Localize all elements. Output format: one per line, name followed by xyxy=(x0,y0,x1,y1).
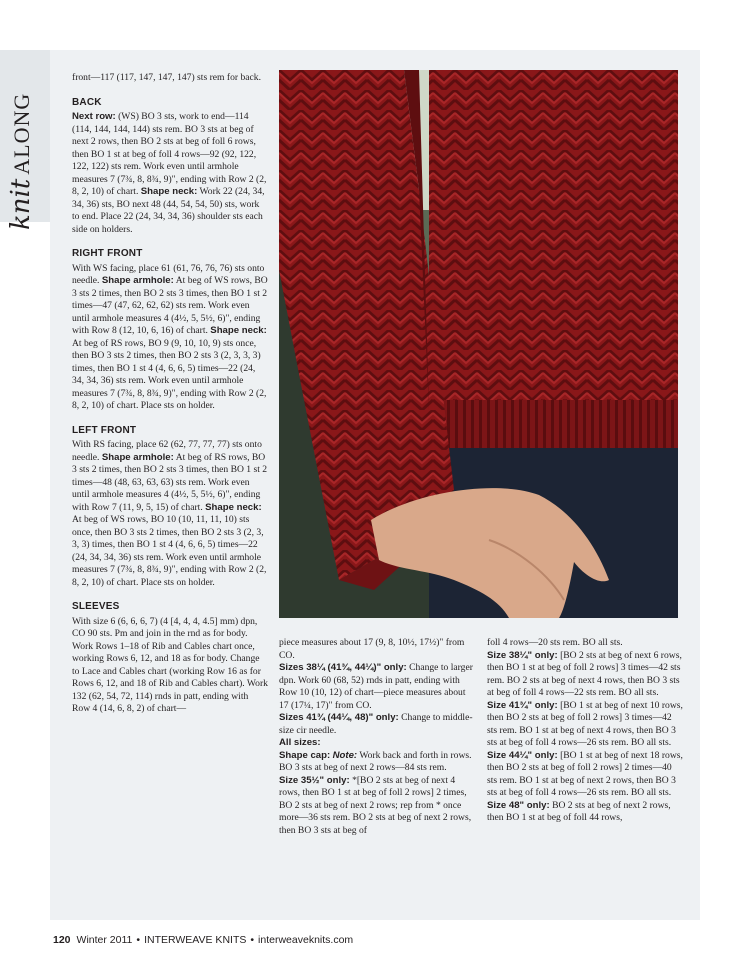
col2-paragraph-4 xyxy=(279,737,475,750)
col2-text-6: *[BO 2 sts at beg of next 4 rows, then BO 1 st at beg of foll 2 rows] 2 times, BO 2 sts at beg of next 2 rows; rep from * once more—36 sts rem. BO 2 sts at beg of next 2 rows, then BO 3 sts at beg of xyxy=(279,774,472,836)
left-front-text-1: With RS facing, place 62 (62, 77, 77, 77) sts onto needle. xyxy=(72,439,262,463)
knit-along-label xyxy=(6,93,36,230)
left-front-armhole-label: Shape armhole: xyxy=(101,451,174,463)
text-column-1 xyxy=(72,72,268,716)
col2-label-3: Sizes 41¾ (44¼, 48)" only: xyxy=(279,712,399,723)
footer-bullet-1: • xyxy=(136,934,141,946)
col3-label-3: Size 41¾" only: xyxy=(487,699,558,711)
left-front-text-3: At beg of WS rows, BO 10 (10, 11, 11, 10) sts once, then BO 3 sts 2 times, then BO 2 sts 3 (2, 3, 3, 3) times, then BO 1 st 4 (4, 6, 6, 5) times—22 (24, 34, 34, 36) sts rem. Work even until armhole measures 7 (7¾, 8, 8¾, 9)", ending with Row 2 (2, 8, 2, 10) of chart. Place sts on holder. xyxy=(72,514,267,588)
col3-paragraph-1: foll 4 rows—20 sts rem. BO all sts. xyxy=(487,637,623,648)
magazine-name: INTERWEAVE KNITS xyxy=(144,934,247,946)
col2-label-6: Size 35½" only: xyxy=(279,774,350,786)
col3-text-4: [BO 1 st at beg of next 18 rows, then BO 2 sts at beg of foll 2 rows] 2 times—40 sts rem. BO 1 st at beg of next 2 rows, then BO 3 sts at beg of foll 4 rows—26 sts rem. BO all sts. xyxy=(487,749,683,798)
page-number: 120 xyxy=(53,934,71,946)
page-footer xyxy=(53,934,353,946)
col3-text-5: BO 2 sts at beg of next 2 rows, then BO 1 st at beg of foll 44 rows, xyxy=(487,799,671,823)
col2-paragraph-1: piece measures about 17 (9, 8, 10½, 17½)" from CO. xyxy=(279,637,465,661)
back-text: (WS) BO 3 sts, work to end—114 (114, 144, 144, 144) sts rem. BO 3 sts at beg of next 2 rows, then BO 2 sts at beg of foll 6 rows, then BO 1 st at beg of foll 4 rows—92 (92, 122, 122, 122) sts rem. Work even until armhole measures 7 (7¾, 8, 8¾, 9)", ending with Row 2 (2, 8, 2, 10) of chart. xyxy=(72,111,267,197)
col3-paragraph-4 xyxy=(487,750,683,800)
col2-paragraph-3 xyxy=(279,712,475,737)
col2-paragraph-5 xyxy=(279,750,475,775)
along-caps-text: ALONG xyxy=(9,92,34,175)
left-front-heading: LEFT FRONT xyxy=(72,424,137,436)
right-front-text-3: At beg of RS rows, BO 9 (9, 10, 10, 9) sts once, then BO 3 sts 2 times, then BO 2 sts 3 (2, 3, 3, 3) times, then BO 1 st 4 (4, 6, 6, 5) times—22 (24, 34, 34, 36) sts rem. Work even until armhole measures 7 (7¾, 8, 8¾, 9)", ending with Row 2 (2, 8, 2, 10) of chart. Place sts on holder. xyxy=(72,337,267,411)
col3-label-5: Size 48" only: xyxy=(487,799,550,811)
left-front-neck-label: Shape neck: xyxy=(205,501,262,513)
sweater-photo-art xyxy=(279,70,678,618)
col3-paragraph-2 xyxy=(487,650,683,700)
next-row-label: Next row: xyxy=(72,111,116,122)
left-front-paragraph xyxy=(72,439,268,589)
left-front-text-2: At beg of RS rows, BO 3 sts 2 times, then BO 2 sts 3 times, then BO 1 st 2 times—48 (48, 63, 63, 63) sts rem. Work even until armhole measures 4 (4½, 5, 5½, 6)", ending with Row 7 (11, 9, 5, 15) of chart. xyxy=(72,451,268,513)
magazine-url[interactable]: interweaveknits.com xyxy=(258,934,354,946)
text-column-3 xyxy=(487,637,683,825)
right-front-paragraph xyxy=(72,263,268,413)
knit-script-text: knit xyxy=(6,178,36,230)
col2-label-2: Sizes 38¼ (41¾, 44¼)" only: xyxy=(279,662,407,673)
sleeves-heading: SLEEVES xyxy=(72,601,120,612)
issue-date: Winter 2011 xyxy=(76,934,133,946)
back-paragraph xyxy=(72,111,268,236)
note-label: Note: xyxy=(332,749,358,761)
col3-label-4: Size 44¼" only: xyxy=(487,749,558,761)
col2-text-2: Change to larger dpn. Work 60 (68, 52) rnds in patt, ending with Row 10 (10, 12) of chart—piece measures about 17 (17¼, 17)" from CO. xyxy=(279,662,473,711)
sleeves-paragraph: With size 6 (6, 6, 6, 7) (4 [4, 4, 4, 4.5] mm) dpn, CO 90 sts. Pm and join in the rnd as for body. Work Rows 1–18 of Rib and Cables chart once, working Rows 6, 12, and 18 as for body. Change to Lace and Cables chart (working Row 16 as for Rows 6, 12, and 18 of Rib and Cables chart). Work 132 (62, 54, 72, 114) rnds in patt, ending with Row 4 (14, 6, 8, 2) of chart— xyxy=(72,615,268,714)
col3-text-3: [BO 1 st at beg of next 10 rows, then BO 2 sts at beg of foll 2 rows] 3 times—42 sts rem. BO 1 st at beg of next 4 rows, then BO 3 sts at beg of foll 4 rows—26 sts rem. BO all sts. xyxy=(487,699,683,748)
footer-bullet-2: • xyxy=(250,934,255,946)
all-sizes-label: All sizes: xyxy=(279,737,321,748)
back-shape-neck-text: Work 22 (24, 34, 34, 36) sts, BO next 48 (44, 54, 54, 50) sts, work to end. Place 22 (24, 34, 34, 36) shoulder sts each side on holders. xyxy=(72,186,265,235)
text-column-2 xyxy=(279,637,475,837)
back-shape-neck-label: Shape neck: xyxy=(140,186,198,197)
sweater-photo xyxy=(279,70,678,618)
col2-text-5: Work back and forth in rows. BO 3 sts at beg of next 2 rows—84 sts rem. xyxy=(279,749,472,773)
intro-paragraph: front—117 (117, 147, 147, 147) sts rem for back. xyxy=(72,72,261,83)
col3-label-2: Size 38¼" only: xyxy=(487,649,558,661)
col3-text-2: [BO 2 sts at beg of next 6 rows, then BO 1 st at beg of foll 2 rows] 3 times—42 sts rem. BO 2 sts at beg of next 4 rows, then BO 3 sts at beg of foll 4 rows—22 sts rem. BO all sts. xyxy=(487,649,682,698)
col3-paragraph-3 xyxy=(487,700,683,750)
col2-text-3: Change to middle-size cir needle. xyxy=(279,712,473,736)
col2-paragraph-6 xyxy=(279,775,475,838)
right-front-heading: RIGHT FRONT xyxy=(72,248,143,259)
knit-along-tab xyxy=(0,50,50,230)
shape-cap-label: Shape cap: xyxy=(279,749,331,761)
col2-paragraph-2 xyxy=(279,662,475,712)
right-front-armhole-label: Shape armhole: xyxy=(101,275,174,286)
right-front-text-2: At beg of WS rows, BO 3 sts 2 times, then BO 2 sts 3 times, then BO 1 st 2 times—47 (47, 62, 62, 62) sts rem. Work even until armhole measures 4 (4½, 5, 5½, 6)", ending with Row 8 (12, 10, 6, 16) of chart. xyxy=(72,275,268,336)
back-heading: BACK xyxy=(72,96,102,108)
right-front-text-1: With WS facing, place 61 (61, 76, 76, 76) sts onto needle. xyxy=(72,262,265,286)
right-front-neck-label: Shape neck: xyxy=(210,325,267,336)
col3-paragraph-5 xyxy=(487,800,683,825)
